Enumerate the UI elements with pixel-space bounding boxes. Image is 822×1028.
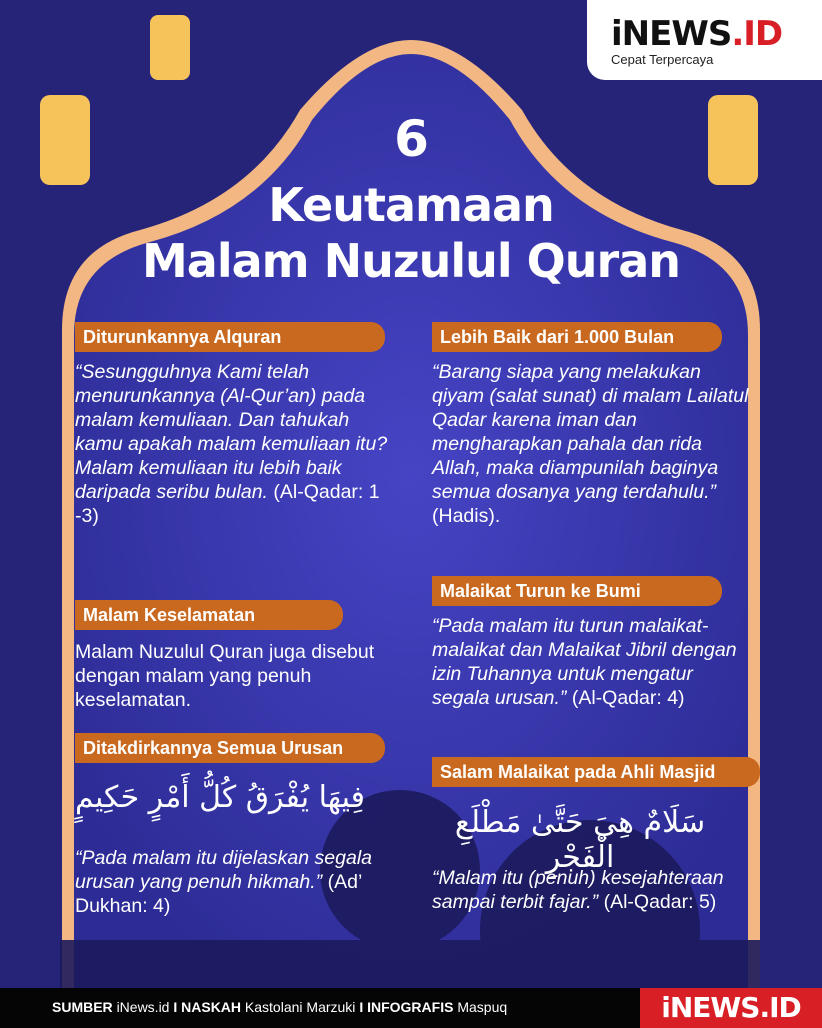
logo-brand-id: .ID bbox=[731, 14, 783, 54]
section-heading: Lebih Baik dari 1.000 Bulan bbox=[432, 322, 722, 352]
source: (Al-Qadar: 4) bbox=[571, 687, 685, 709]
infografis-label: INFOGRAFIS bbox=[367, 999, 454, 1015]
section-body bbox=[75, 846, 395, 918]
quote: “Barang siapa yang melakukan qiyam (salat sunat) di malam Lailatul Qadar karena iman dan mengharapkan pahala dan rida Allah, maka diampunilah baginya semua dosanya yang terdahulu.” bbox=[432, 361, 749, 503]
quote: “Pada malam itu dijelaskan segala urusan yang penuh hikmah.” bbox=[75, 847, 372, 893]
logo-tagline: Cepat Terpercaya bbox=[611, 52, 714, 67]
section-body bbox=[75, 360, 395, 528]
section-heading: Salam Malaikat pada Ahli Masjid bbox=[432, 757, 760, 787]
infografis-value: Maspuq bbox=[457, 999, 508, 1015]
section-heading: Diturunkannya Alquran bbox=[75, 322, 385, 352]
source: (Ad’ Dukhan: 4) bbox=[75, 871, 362, 917]
footer-brand[interactable]: iNEWS.ID bbox=[640, 988, 822, 1028]
quote: “Malam itu (penuh) kesejahteraan sampai terbit fajar.” bbox=[432, 867, 724, 913]
section-body bbox=[432, 614, 752, 710]
title-line2: Malam Nuzulul Quran bbox=[142, 234, 680, 288]
section-heading: Malam Keselamatan bbox=[75, 600, 343, 630]
separator: I bbox=[173, 999, 178, 1015]
title-line1: Keutamaan bbox=[268, 178, 554, 232]
sumber-label: SUMBER bbox=[52, 999, 113, 1015]
quote: “Pada malam itu turun malaikat-malaikat dan Malaikat Jibril dengan izin Tuhannya untuk mengatur segala urusan.” bbox=[432, 615, 737, 709]
source: (Al-Qadar: 5) bbox=[603, 891, 717, 913]
naskah-value: Kastolani Marzuki bbox=[244, 999, 356, 1015]
section-body: Malam Nuzulul Quran juga disebut dengan malam yang penuh keselamatan. bbox=[75, 641, 375, 711]
source: (Al-Qadar: 1 -3) bbox=[75, 481, 380, 527]
footer-credits bbox=[52, 999, 507, 1015]
section-heading: Malaikat Turun ke Bumi bbox=[432, 576, 722, 606]
section-heading: Ditakdirkannya Semua Urusan bbox=[75, 733, 385, 763]
arabic-verse: فِيهَا يُفْرَقُ كُلُّ أَمْرٍ حَكِيمٍ bbox=[75, 780, 365, 815]
naskah-label: NASKAH bbox=[181, 999, 242, 1015]
section-body bbox=[432, 360, 752, 528]
source: (Hadis). bbox=[432, 505, 501, 527]
separator: I bbox=[359, 999, 364, 1015]
sumber-value: iNews.id bbox=[116, 999, 170, 1015]
title-number: 6 bbox=[394, 110, 428, 168]
logo-brand-i: iNEWS bbox=[611, 14, 732, 54]
quote: “Sesungguhnya Kami telah menurunkannya (Al-Qur’an) pada malam kemuliaan. Dan tahukah kamu apakah malam kemuliaan itu? Malam kemuliaan itu lebih baik daripada seribu bulan. bbox=[75, 361, 388, 503]
section-body bbox=[432, 866, 752, 914]
arabic-verse: سَلَامٌ هِيَ حَتَّىٰ مَطْلَعِ الْفَجْرِ bbox=[454, 805, 706, 875]
inews-logo[interactable] bbox=[587, 0, 822, 80]
footer bbox=[0, 988, 822, 1028]
